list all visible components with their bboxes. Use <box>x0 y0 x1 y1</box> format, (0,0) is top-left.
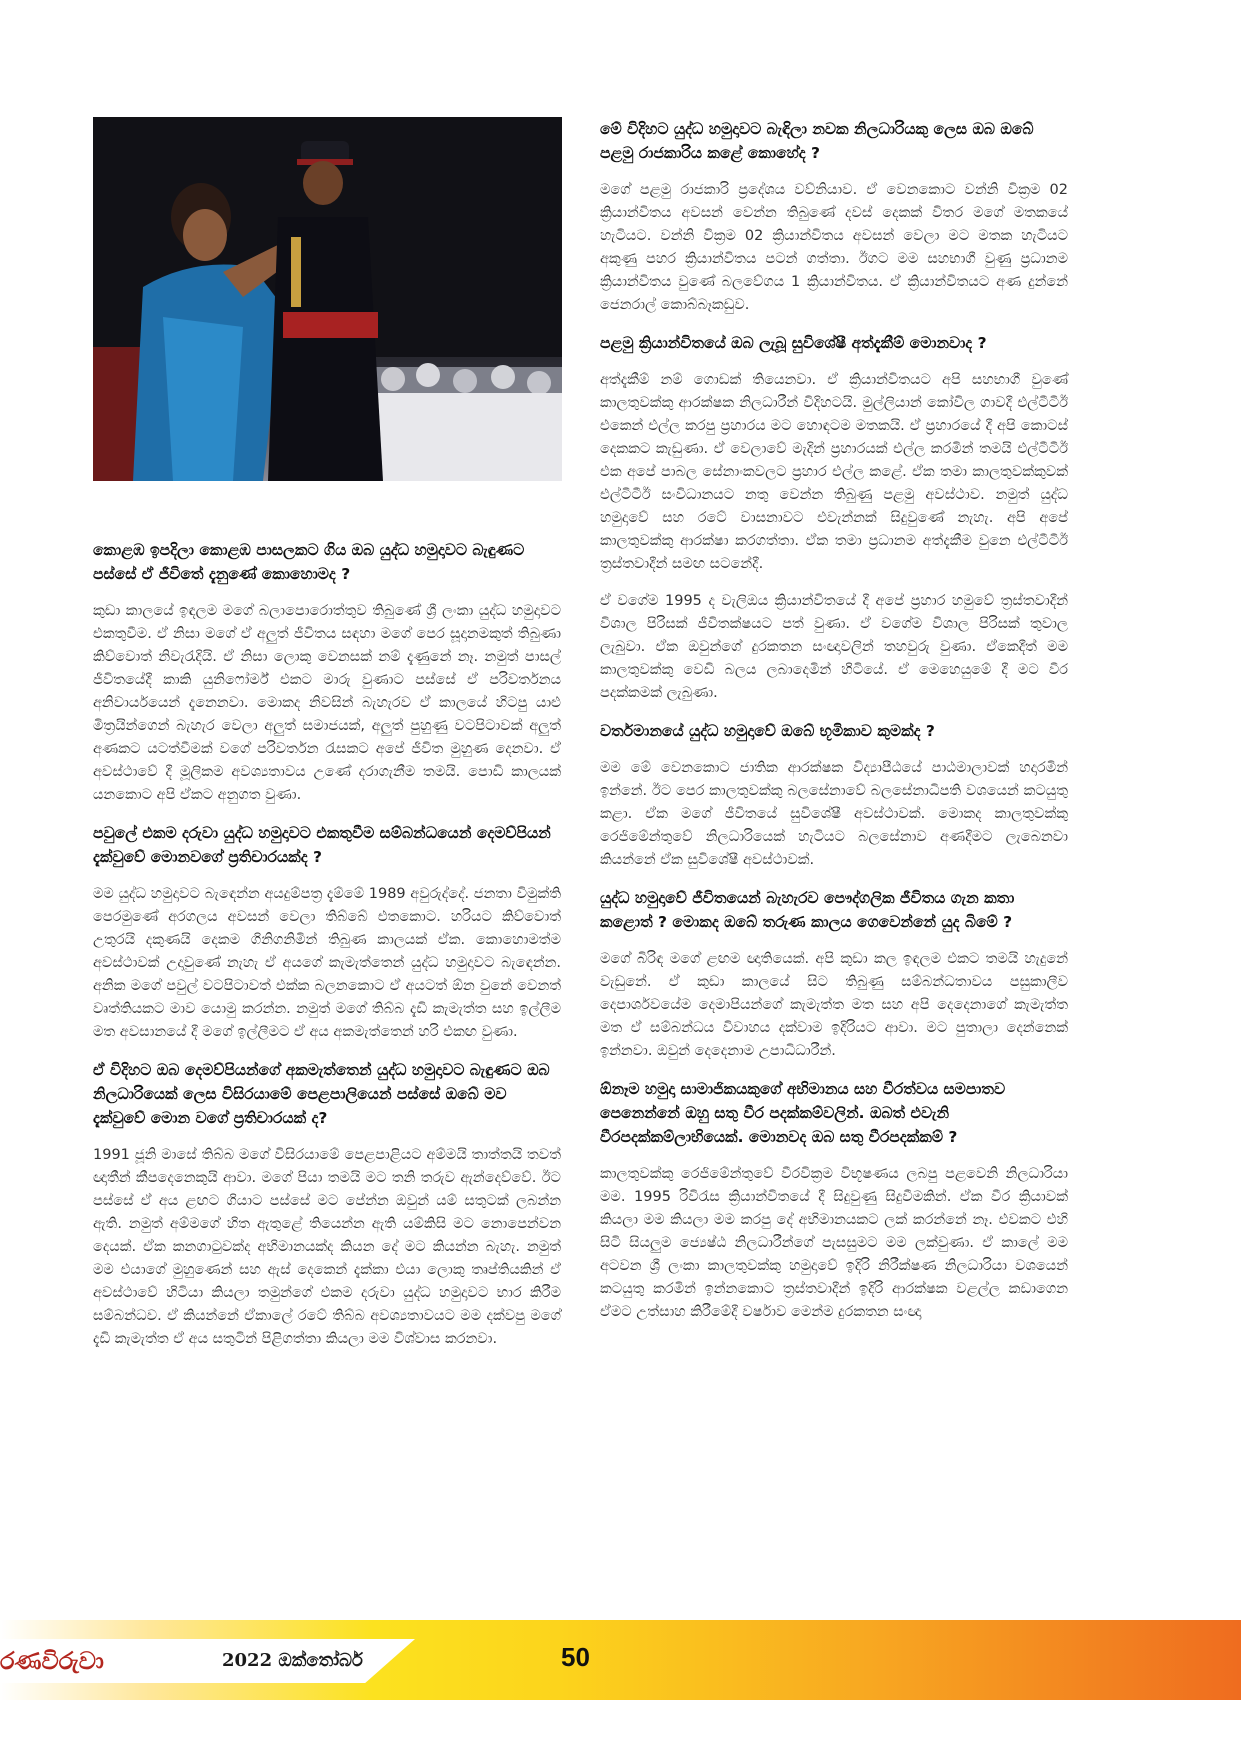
answer-3: 1991 ජූනි මාසේ තිබ්බ මගේ විසිරයාමේ පෙළපාළියට අම්මයි තාත්තයි තවත් ඥාතීන් කීපදෙනෙකුයි ආවා. මගේ පියා තමයි මට තනි තරුව ඇන්දෙව්වේ. ඊට පස්සේ ඒ අය ළඟට ගියාට පස්සේ මට පේන්න ඔවුන් යම් සතුටක් ලබන්න ඇති. නමුත් අම්මගේ හිත ඇතුළේ තියෙන්න ඇති යම්කිසි මට නොපෙන්වන දෙයක්. ඒක කනගාටුවක්ද අභිමානයක්ද කියන දේ මට කියන්න බැහැ. නමුත් මම එයාගේ මුහුණෙන් සහ ඇස් දෙකෙන් දැක්කා එයා ලොකු තෘප්තියකින් ඒ අවස්ථාවේ හිටියා කියලා තමුන්ගේ එකම දරුවා යුද්ධ හමුදාවට භාර කිරීම සම්බන්ධව. ඒ කියන්නේ ඒකාලේ රටේ තිබ්බ අවශ්‍යතාවයට මම දක්වපු මගේ දැඩි කැමැත්ත ඒ අය සතුටින් පිළිගත්තා කියලා මම විශ්වාස කරනවා. <box>93 1147 561 1347</box>
answer-2: මම යුද්ධ හමුදාවට බැඳෙන්න අයදුම්පත්‍ර දැම්මේ 1989 අවුරුද්දේ. ජනතා විමුක්ති පෙරමුණේ අරගලය අවසන් වෙලා තිබ්බේ එතකොට. හරියට කිව්වොත් උතුරයි දකුණයි දෙකම ගිනිගනිමින් තිබුණ කාලයක් ඒක. කොහොමත්ම අවස්ථාවක් උදාවුණේ නැහැ ඒ අයගේ කැමැත්තෙන් යුද්ධ හමුදාවට බැඳෙන්න. අනික මගේ පවුල් වටපිටාවත් එක්ක බලනකොට ඒ අයටත් ඕන වුනේ වෙනත් වෘත්තියකට මාව යොමු කරන්න. නමුත් මගේ තිබ්බ දැඩි කැමැත්ත සහ ඉල්ලීම මත අවසානයේ දී මගේ ඉල්ලීමට ඒ අය අකමැත්තෙන් හරි එකඟ වුණා. <box>93 886 561 1040</box>
question-6: වර්තමානයේ යුද්ධ හමුදාවේ ඔබේ භූමිකාව කුමක්ද ? <box>600 722 935 740</box>
question-5: පළමු ක්‍රියාන්විතයේ ඔබ ලැබූ සුවිශේෂී අත්දැකීම් මොනවාද ? <box>600 334 987 352</box>
answer-4: මගේ පළමු රාජකාරි ප්‍රදේශය වව්නියාව. ඒ වෙනකොට වන්නි වික්‍රම 02 ක්‍රියාන්විතය අවසන් වෙන්න තිබුණේ දවස් දෙකක් විතර මගේ මතකයේ හැටියට. වන්නි වික්‍රම 02 ක්‍රියාන්විතය අවසන් වෙලා මට මතක හැටියට අකුණු පහර ක්‍රියාන්විතය පටන් ගත්තා. ඊගට මම සහභාගී වුණු ප්‍රධානම ක්‍රියාන්විතය වුණේ බලවේගය 1 ක්‍රියාන්විතය. ඒ ක්‍රියාන්විතයට අණ දුන්නේ ජෙනරාල් කොබ්බෑකඩුව. <box>600 182 1068 313</box>
answer-5: අත්දැකීම් නම් ගොඩක් තියෙනවා. ඒ ක්‍රියාන්විතයට අපි සහභාගී වුණේ කාලතුවක්කු ආරක්ෂක නිලධාරීන් විදිහටයි. මුල්ලියාන් කෝවිල ගාවදී එල්ටීටීඊ එකෙන් එල්ල කරපු ප්‍රහාරය මට හොඳටම මතකයි. ඒ ප්‍රහාරයේ දී අපි කොටස් දෙකකට කැඩුණා. ඒ වෙලාවේ මැදින් ප්‍රහාරයක් එල්ල කරමින් තමයි එල්ටීටීඊ එක අපේ පාබල සේනාංකවලට ප්‍රහාර එල්ල කළේ. ඒක තමා කාලතුවක්කුවක් එල්ටීටීඊ සංවිධානයට නතු වෙන්න තිබුණු පළමු අවස්ථාව. නමුත් යුද්ධ හමුදාවේ සහ රටේ වාසනාවට එවැන්නක් සිදුවුණේ නැහැ. අපි අපේ කාලතුවක්කු ආරක්ෂා කරගත්තා. ඒක තමා ප්‍රධානම අත්දැකීම වුනෙ එල්ටීටීඊ ත්‍රස්තවාදීන් සමඟ සටනේදී. <box>600 372 1068 572</box>
left-column <box>93 538 561 1365</box>
right-column <box>600 117 1068 1338</box>
question-8: ඕනෑම හමුදා සාමාජිකයකුගේ අභිමානය සහ වීරත්වය සමපාතව පෙනෙන්නේ ඔහු සතු වීර පදක්කම්වලින්. ඔබත් එවැනි වීරපදක්කම්ලාභියෙක්. මොනවද ඔබ සතු වීරපදක්කම් ? <box>600 1080 1006 1146</box>
question-1: කොළඹ ඉපදිලා කොළඹ පාසලකට ගිය ඔබ යුද්ධ හමුදාවට බැඳුණට පස්සේ ඒ ජීවිතේ දැනුණේ කොහොමද ? <box>93 541 525 583</box>
ceremony-photo-icon <box>93 117 562 481</box>
question-2: පවුලේ එකම දරුවා යුද්ධ හමුදාවට එකතුවීම සම්බන්ධයෙන් දෙමව්පියන් දැක්වුවේ මොනවගේ ප්‍රතිචාරයක්ද ? <box>93 824 551 866</box>
answer-8: කාලතුවක්කු රෙජිමේන්තුවේ වීරවික්‍රම විභූෂණය ලබපු පළවෙනි නිලධාරියා මම. 1995 රිවිරැස ක්‍රියාන්විතයේ දී සිදුවුණු සිදුවීමකින්. ඒක වීර ක්‍රියාවක් කියලා මම කියලා මම කරපු දේ අභිමානයකට ලක් කරන්නේ නෑ. එවකට එහි සිටි සියලුම ජ්‍යෙෂ්ඨ නිලධාරීන්ගේ පැසසුමට මම ලක්වුණා. ඒ කාලේ මම අටවන ශ්‍රී ලංකා කාලතුවක්කු හමුදාවේ ඉදිරි නිරීක්ෂණ නිලධාරියා වශයෙන් කටයුතු කරමින් ඉන්නකොට ත්‍රස්තවාදීන් ඉදිරි ආරක්ෂක වළල්ල කඩාගෙන ඒමට උත්සාහ කිරීමේදී වර්ෂාව මෙන්ම දුරකතන සංඥා <box>600 1166 1068 1320</box>
question-3: ඒ විදිහට ඔබ දෙමව්පියන්ගේ අකමැත්තෙන් යුද්ධ හමුදාවට බැඳුණට ඔබ නිලධාරියෙක් ලෙස විසිරයාමේ පෙළපාලියෙන් පස්සේ ඔබේ මව දැක්වුවේ මොන වගේ ප්‍රතිචාරයක් ද? <box>93 1061 550 1127</box>
page-number: 50 <box>561 1642 590 1672</box>
answer-7: මගේ බිරිඳ මගේ ළඟම ඥාතියෙක්. අපි කුඩා කල ඉඳලම එකට තමයි හැදුනේ වැඩුනේ. ඒ කුඩා කාලයේ සිට තිබුණු සම්බන්ධතාවය පසුකාලීව දෙපාර්ශවයේම දෙමාපියන්ගේ කැමැත්ත මත සහ අපි දෙදෙනාගේ කැමැත්ත මත ඒ සම්බන්ධය විවාහය දක්වාම ඉදිරියට ආවා. මට පුතාලා දෙන්නෙක් ඉන්නවා. ඔවුන් දෙදෙනාම උපාධිධාරීන්. <box>600 951 1068 1059</box>
question-7: යුද්ධ හමුදාවේ ජීවිතයෙන් බැහැරව පෞද්ගලික ජීවිතය ගැන කතා කළොත් ? මොකද ඔබේ තරුණ කාලය ගෙවෙන්නේ යුද බිමේ ? <box>600 889 1015 931</box>
issue-date: 2022 ඔක්තෝබර් <box>222 1650 363 1671</box>
answer-1: කුඩා කාලයේ ඉඳලම මගේ බලාපොරොත්තුව තිබුණේ ශ්‍රී ලංකා යුද්ධ හමුදාවට එකතුවීම. ඒ නිසා මගේ ඒ අලුත් ජීවිතය සඳහා මගේ පෙර සූදානමකුත් තිබුණා කිව්වොත් නිවැරැදියි. ඒ නිසා ලොකු වෙනසක් නම් දැණුනේ නෑ. නමුත් පාසල් ජීවිතයේදී කාකි යුනිෆෝර්ම් එකට මාරු වුණාට පස්සේ ඒ පරිවර්තනය අනිවාර්යයෙන් දැනෙනවා. මොකද නිවසින් බැහැරව ඒ කාලයේ හිටපු යාළු මිත්‍රයින්ගෙන් බැහැර වෙලා අලුත් සමාජයක්, අලුත් පුහුණු වටපිටාවක් අලුත් අණකට යටත්වීමක් වගේ පරිවර්තන රැසකට අපේ ජීවිත මුහුණ දෙනවා. ඒ අවස්ථාවේ දී මූලිකම අවශ්‍යතාවය උණේ දරාගැනීම තමයි. පොඩි කාලයක් යනකොට අපි ඒකට අනුගත වුණා. <box>93 603 561 803</box>
answer-5-continued: ඒ වගේම 1995 ද වැලිඔය ක්‍රියාන්විතයේ දී අපේ ප්‍රහාර හමුවේ ත්‍රස්තවාදීන් විශාල පිරිසක් ජීවිතක්ෂයට පත් වුණා. ඒ වගේම විශාල පිරිසක් තුවාල ලැබුවා. ඒක ඔවුන්ගේ දුරකතන සංඥාවලින් තහවුරු වුණා. ඒකෙදීත් මම කාලතුවක්කු වෙඩි බලය ලබාදෙමින් හිටියේ. ඒ මෙහෙයුමේ දී මට වීර පදක්කමක් ලැබුණා. <box>600 593 1068 701</box>
question-4: මේ විදිහට යුද්ධ හමුදාවට බැඳිලා නවක නිලධාරියකු ලෙස ඔබ ඔබේ පළමු රාජකාරිය කළේ කොහේද ? <box>600 120 1034 162</box>
answer-6: මම මේ වෙනකොට ජාතික ආරක්ෂක විද්‍යාපීඨයේ පාඨමාලාවක් හදාරමින් ඉන්නේ. ඊට පෙර කාලතුවක්කු බලසේනාවේ බලසේනාධිපති වශයෙන් කටයුතු කළා. ඒක මගේ ජීවිතයේ සුවිශේෂී අවස්ථාවක්. මොකද කාලතුවක්කු රෙජිමේන්තුවේ නිලධාරියෙක් හැටියට බලසේනාව අණදීමට ලැබෙනවා කියන්නේ ඒක සුවිශේෂී අවස්ථාවක්. <box>600 760 1068 868</box>
magazine-brand: රණවිරුවා <box>0 1646 104 1675</box>
ceremony-photo <box>93 117 562 481</box>
